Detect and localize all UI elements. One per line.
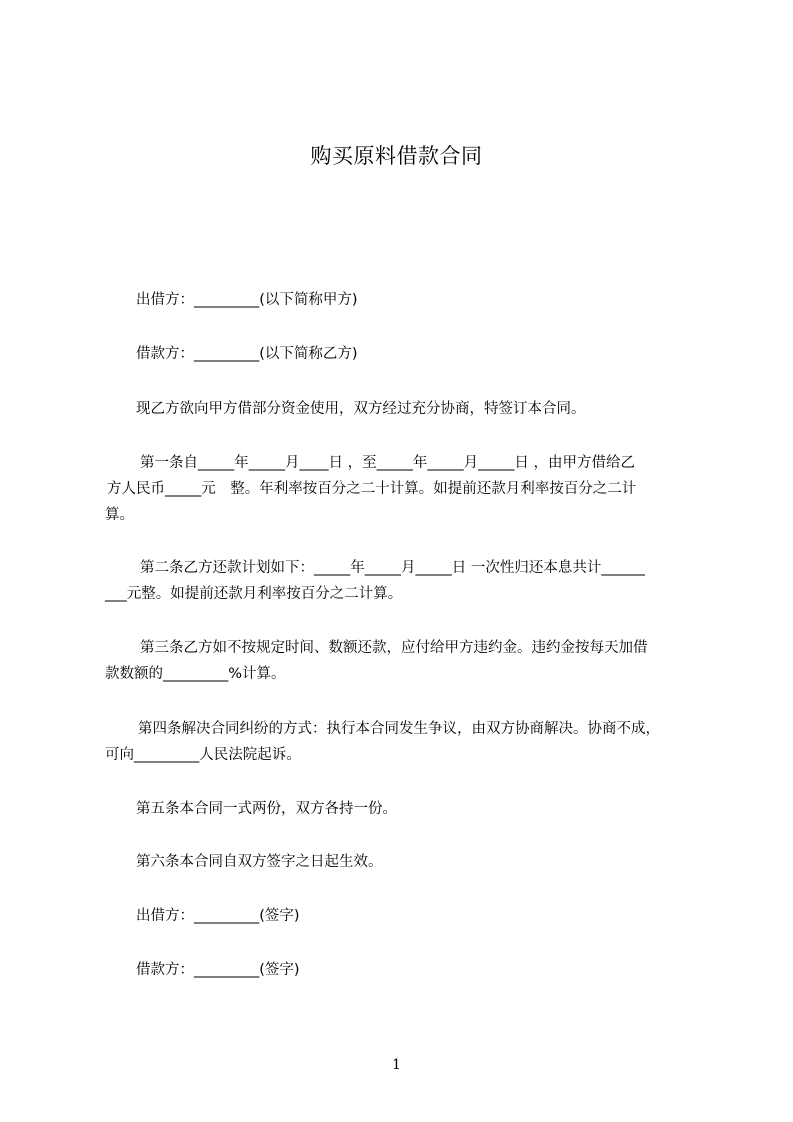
- article-2-line-2: ___元整。如提前还款月利率按百分之二计算。: [105, 586, 403, 602]
- article-1: [105, 450, 705, 528]
- borrower-signature-line: 借款方：_________(签字): [136, 962, 300, 978]
- lender-line: 出借方：_________(以下简称甲方): [136, 292, 358, 308]
- article-1-line-3: 算。: [105, 507, 134, 523]
- document-title: 购买原料借款合同: [310, 144, 483, 168]
- lender-signature-line: 出借方：_________(签字): [136, 908, 300, 924]
- article-2: [105, 555, 705, 607]
- article-3-line-2: 款数额的_________%计算。: [105, 666, 286, 682]
- article-4-line-2: 可向_________人民法院起诉。: [105, 747, 301, 763]
- article-6: 第六条本合同自双方签字之日起生效。: [136, 854, 383, 870]
- article-3: [105, 635, 705, 687]
- article-4: [105, 716, 705, 768]
- article-4-line-1: 第四条解决合同纠纷的方式：执行本合同发生争议，由双方协商解决。协商不成，: [138, 721, 660, 737]
- article-5: 第五条本合同一式两份，双方各持一份。: [136, 801, 397, 817]
- article-1-line-2: 方人民币_____元 整。年利率按百分之二十计算。如提前还款月利率按百分之二计: [107, 481, 637, 497]
- article-2-line-1: 第二条乙方还款计划如下：_____年_____月_____日 一次性归还本息共计______: [140, 560, 645, 576]
- article-3-line-1: 第三条乙方如不按规定时间、数额还款，应付给甲方违约金。违约金按每天加借: [140, 640, 648, 656]
- page-number: 1: [392, 1057, 401, 1073]
- article-1-line-1: 第一条自_____年_____月____日 ，至_____年_____月_____日 ，由甲方借给乙: [140, 455, 635, 471]
- intro-paragraph: 现乙方欲向甲方借部分资金使用，双方经过充分协商，特签订本合同。: [136, 401, 586, 417]
- borrower-line: 借款方：_________(以下简称乙方): [136, 346, 358, 362]
